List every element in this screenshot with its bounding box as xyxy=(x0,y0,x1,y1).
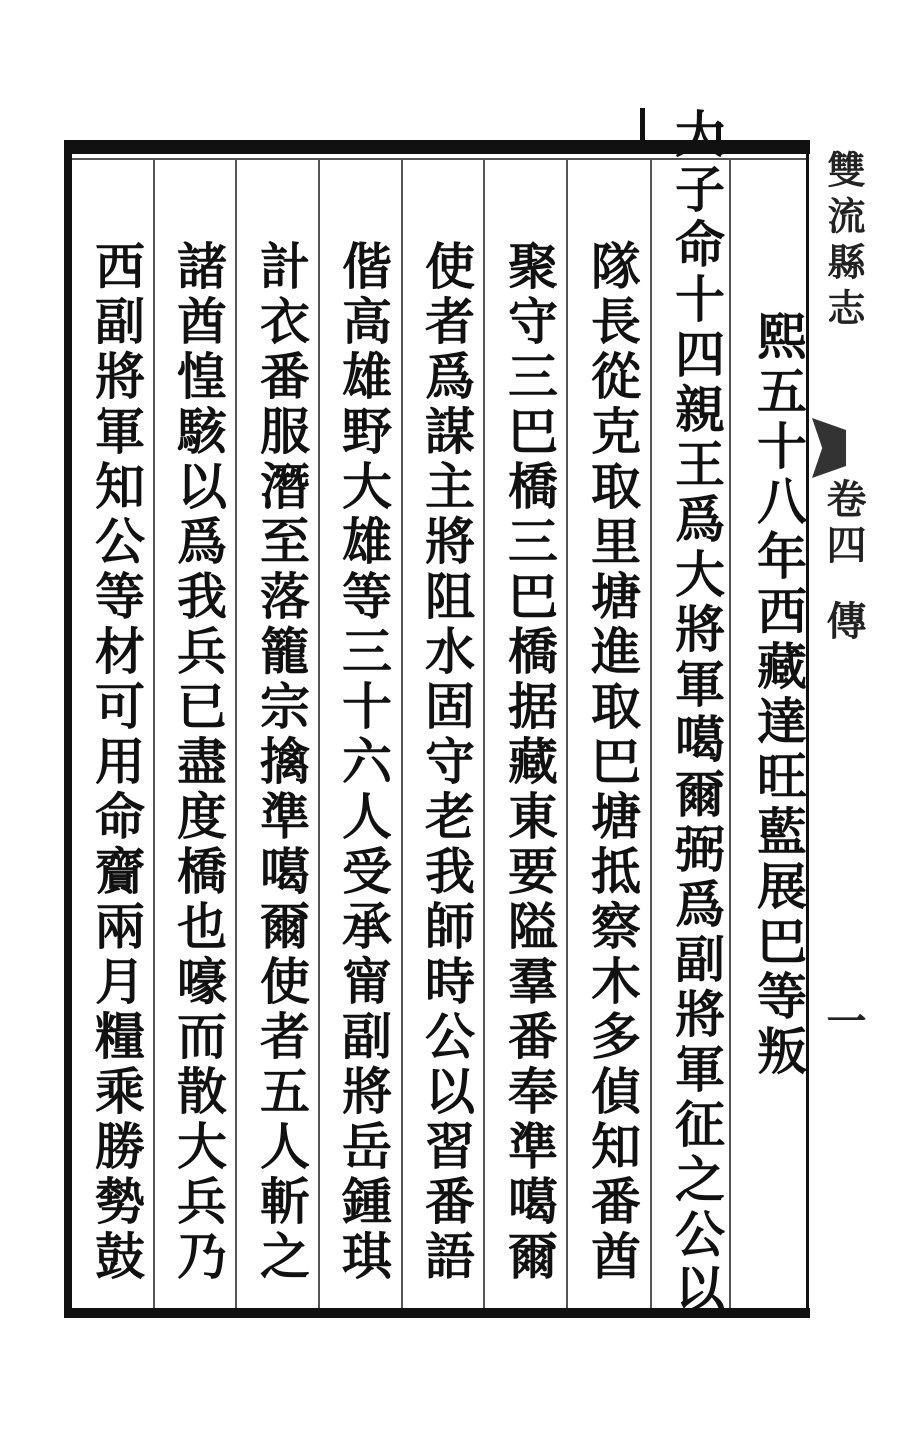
column-divider xyxy=(566,160,568,1308)
spine-page-number: 一 xyxy=(820,1000,867,1040)
text-column: 計衣番服潛至落籠宗擒準噶爾使者五人斬之 xyxy=(252,240,311,1285)
column-divider xyxy=(483,160,485,1308)
text-column: 熙五十八年西藏達旺藍展巴等叛 xyxy=(749,310,808,1080)
spine-volume: 卷四 xyxy=(820,478,867,570)
text-column: 西副將軍知公等材可用命齎兩月糧乘勝勢鼓 xyxy=(87,240,146,1285)
column-divider xyxy=(401,160,403,1308)
column-divider xyxy=(318,160,320,1308)
spine-title: 雙流縣志 xyxy=(821,150,866,334)
text-column: 隊長從克取里塘進取巴塘抵察木多偵知番酋 xyxy=(583,240,642,1285)
text-column: 聚守三巴橋三巴橋据藏東要隘羣番奉準噶爾 xyxy=(500,240,559,1285)
text-column: 大子命十四親王爲大將軍噶爾弼爲副將軍征之公以 xyxy=(667,108,726,1318)
text-column: 使者爲謀主將阻水固守老我師時公以習番語 xyxy=(417,240,476,1285)
text-column: 偕高雄野大雄等三十六人受承甯副將岳鍾琪 xyxy=(334,240,393,1285)
column-divider xyxy=(235,160,237,1308)
column-divider xyxy=(650,160,652,1308)
column-divider xyxy=(153,160,155,1308)
text-column: 諸酋惶駭以爲我兵已盡度橋也嚎而散大兵乃 xyxy=(169,240,228,1285)
spine-section: 傳 xyxy=(820,600,867,640)
fish-tail-mark xyxy=(812,418,846,478)
frame-border-left xyxy=(64,140,72,1318)
